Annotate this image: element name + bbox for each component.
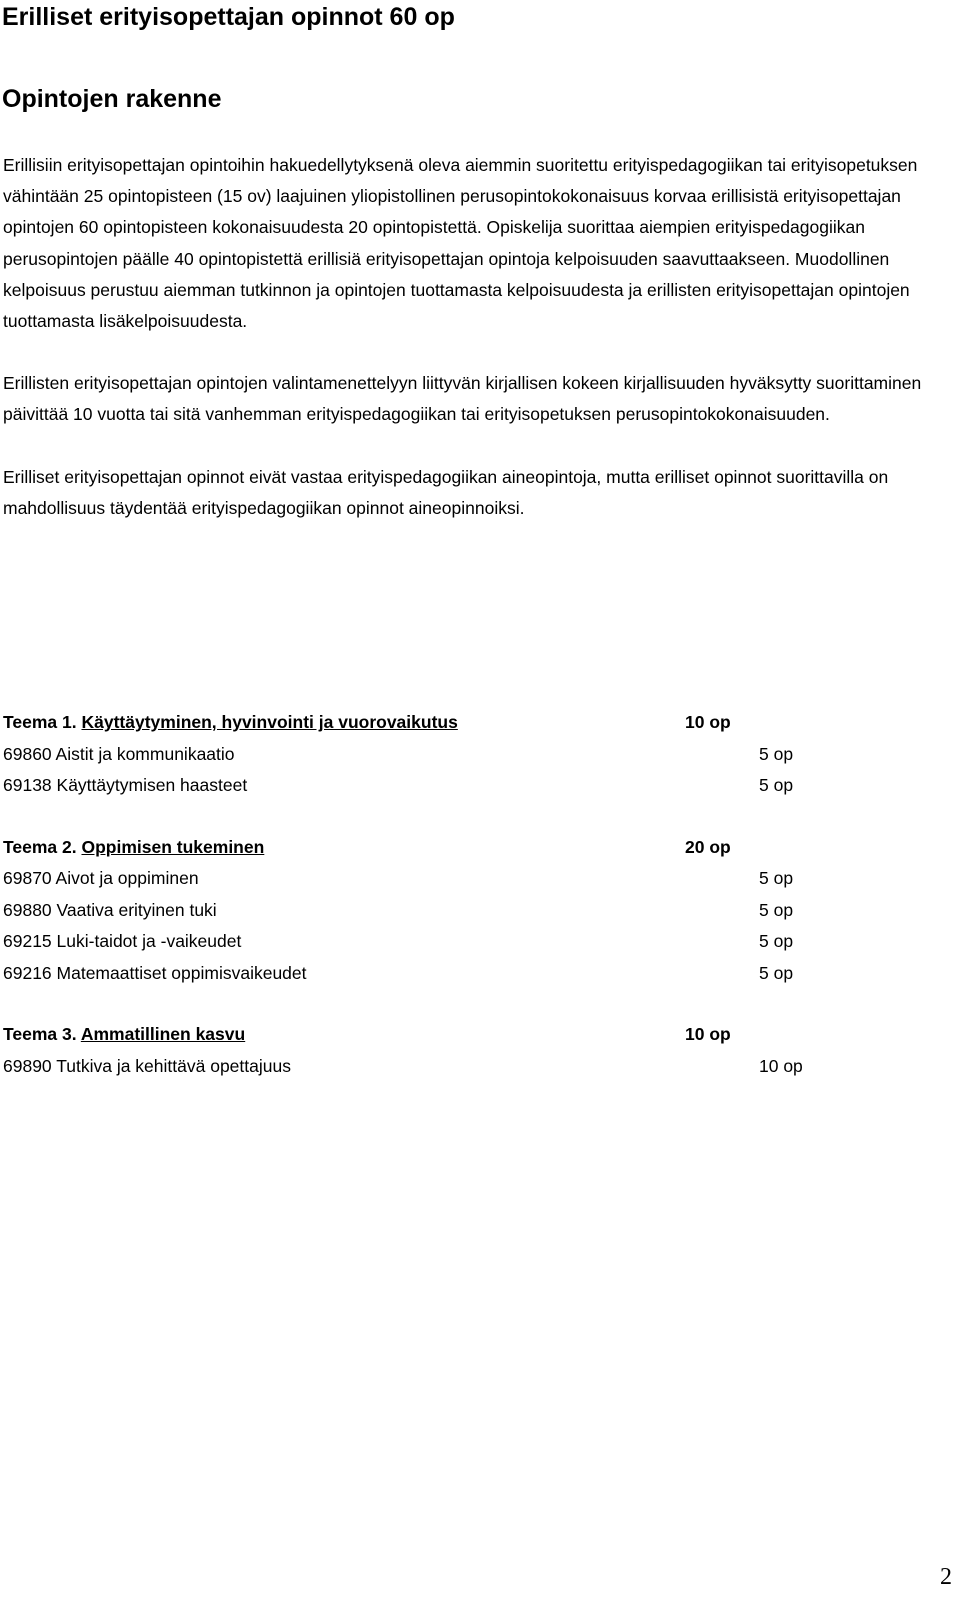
- teema-list: [3, 707, 903, 1082]
- document-title: Erilliset erityisopettajan opinnot 60 op: [2, 3, 455, 31]
- teema-label: Teema 2.: [3, 836, 77, 857]
- course-credits: 5 op: [759, 899, 794, 920]
- course-name: 69890 Tutkiva ja kehittävä opettajuus: [3, 1055, 291, 1076]
- paragraph: Erillisten erityisopettajan opintojen valintamenettelyyn liittyvän kirjallisen kokeen kirjallisuuden hyväksytty suorittaminen päivittää 10 vuotta tai sitä vanhemman erityispedagogiikan tai erityisopetuksen perusopintokokonaisuuden.: [3, 373, 922, 425]
- intro-text: [3, 150, 933, 555]
- teema-credits: 10 op: [685, 1024, 731, 1044]
- page-number: 2: [940, 1564, 952, 1590]
- course-name: 69216 Matemaattiset oppimisvaikeudet: [3, 962, 307, 983]
- teema-heading: [3, 707, 903, 739]
- course-name: 69215 Luki-taidot ja -vaikeudet: [3, 931, 242, 951]
- teema-credits: 20 op: [685, 836, 731, 857]
- teema-name: Oppimisen tukeminen: [81, 836, 265, 857]
- course-credits: 5 op: [759, 743, 794, 764]
- teema-name: Käyttäytyminen, hyvinvointi ja vuorovaikutus: [81, 712, 458, 732]
- teema-heading: [3, 832, 903, 864]
- teema-title: [3, 1019, 245, 1051]
- teema-credits: 10 op: [685, 712, 731, 732]
- course-row: [3, 739, 903, 771]
- course-name: 69870 Aivot ja oppiminen: [3, 868, 199, 888]
- teema-title: [3, 832, 264, 864]
- course-row: [3, 770, 903, 802]
- course-credits: 5 op: [759, 962, 794, 983]
- course-row: [3, 926, 903, 958]
- teema-label: Teema 3.: [3, 1024, 77, 1044]
- course-credits: 5 op: [759, 931, 794, 951]
- course-row: [3, 895, 903, 927]
- course-row: [3, 958, 903, 990]
- teema-name: Ammatillinen kasvu: [80, 1024, 246, 1044]
- paragraph: Erillisiin erityisopettajan opintoihin hakuedellytyksenä oleva aiemmin suoritettu erityispedagogiikan tai erityisopetuksen vähintään 25 opintopisteen (15 ov) laajuinen yliopistollinen perusopintokokonaisuus korvaa erillisistä erityisopettajan opintojen 60 opintopisteen kokonaisuudesta 20 opintopistettä. Opiskelija suorittaa aiempien erityispedagogiikan perusopintojen päälle 40 opintopistettä erillisiä erityisopettajan opintoja kelpoisuuden saavuttaakseen. Muodollinen kelpoisuus perustuu aiemman tutkinnon ja opintojen tuottamasta kelpoisuudesta ja erillisten erityisopettajan opintojen tuottamasta lisäkelpoisuudesta.: [3, 155, 918, 332]
- course-credits: 10 op: [759, 1055, 803, 1076]
- course-row: [3, 1051, 903, 1083]
- course-name: 69138 Käyttäytymisen haasteet: [3, 775, 248, 795]
- paragraph: Erilliset erityisopettajan opinnot eivät vastaa erityispedagogiikan aineopintoja, mutta erilliset opinnot suorittavilla on mahdollisuus täydentää erityispedagogiikan opinnot aineopinnoiksi.: [3, 466, 889, 518]
- section-heading: Opintojen rakenne: [2, 85, 222, 113]
- teema-label: Teema 1.: [3, 712, 77, 732]
- course-credits: 5 op: [759, 775, 794, 795]
- course-row: [3, 863, 903, 895]
- teema-heading: [3, 1019, 903, 1051]
- course-credits: 5 op: [759, 868, 794, 888]
- course-name: 69860 Aistit ja kommunikaatio: [3, 743, 235, 764]
- course-name: 69880 Vaativa erityinen tuki: [3, 899, 217, 920]
- teema-title: [3, 707, 458, 739]
